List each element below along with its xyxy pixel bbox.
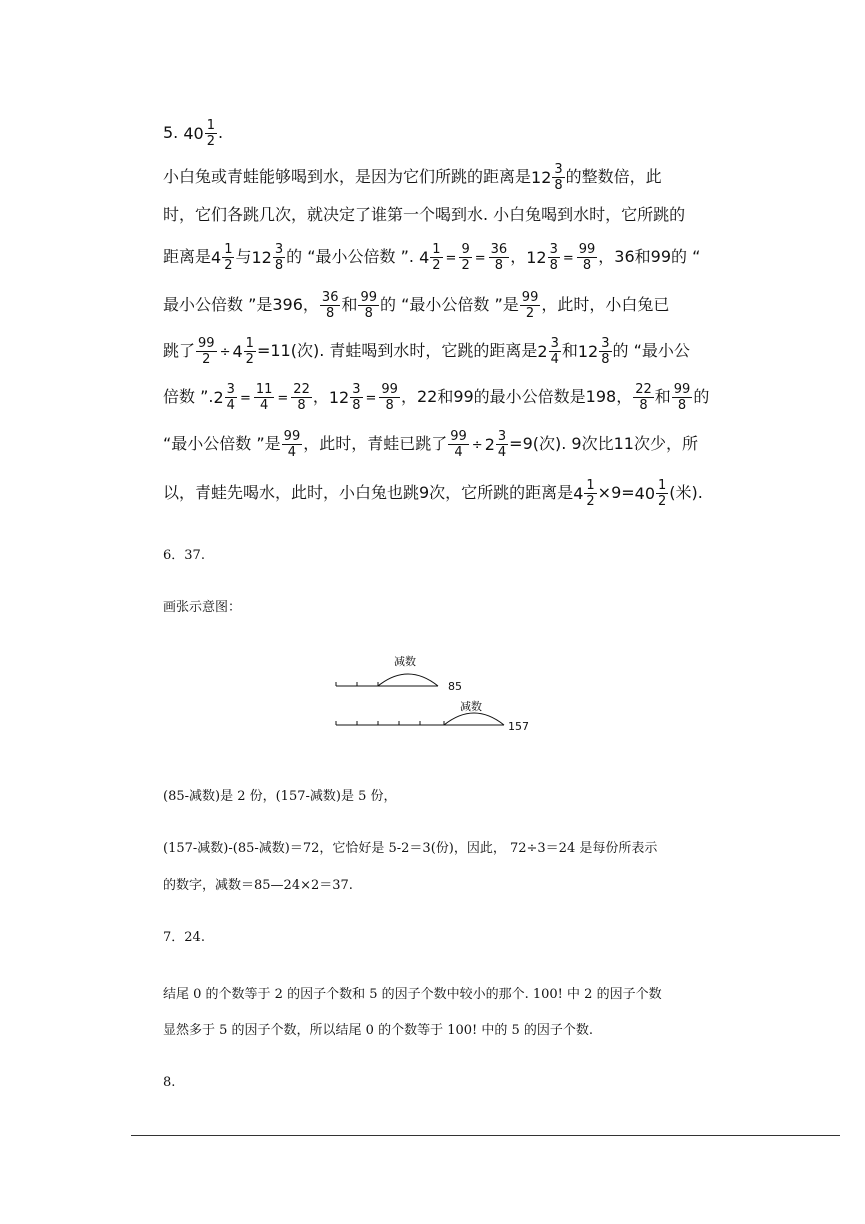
q5-line-4: 最小公倍数 ”是396， $\frac{36}{8}$ 和 $\frac{99}{8}$ 的 “最小公倍数 ”是 $\frac{99}{2}$ ，此时，小白兔已 [163, 290, 670, 321]
q5-line-3: 距离是 4 $\frac{1}{2}$ 与 12 $\frac{3}{8}$ 的 “最小公倍数 ”. 4 $\frac{1}{2}$ = $\frac{9}{2}$ = $\frac{36}{8}$ ， 12 $\frac{3}{8}$ = $\frac{99}{8}$ ，36和99的 “ [163, 242, 701, 273]
q6-intro: 画张示意图： [163, 600, 242, 615]
q5-line-7: “最小公倍数 ”是 $\frac{99}{4}$ ，此时，青蛙已跳了 $\frac{99}{4}$ ÷ 2 $\frac{3}{4}$ =9(次). 9次比11次少，所 [163, 429, 698, 460]
q5-line-2: 时，它们各跳几次，就决定了谁第一个喝到水. 小白兔喝到水时，它所跳的 [163, 205, 686, 224]
q7-line-1: 结尾 0 的个数等于 2 的因子个数和 5 的因子个数中较小的那个. 100! 中 2 的因子个数 [163, 987, 662, 1002]
q6-line-1: (85-减数)是 2 份，(157-减数)是 5 份， [163, 789, 397, 804]
bottom-subtrahend-label: 减数 [460, 700, 482, 713]
bottom-subtrahend-arc [444, 713, 504, 725]
q5-number: 5. [163, 123, 179, 142]
q6-line-3: 的数字，减数＝85—24×2＝37. [163, 878, 353, 893]
q6-number: 6．37. [163, 548, 205, 563]
q5-answer: 40 $\frac{1}{2}$ [183, 118, 215, 149]
top-value-label: 85 [448, 680, 462, 693]
q5-line-1: 小白兔或青蛙能够喝到水，是因为它们所跳的距离是 12 $\frac{3}{8}$ 的整数倍，此 [163, 162, 662, 193]
q8-number: 8. [163, 1075, 176, 1090]
q7-number: 7．24. [163, 930, 205, 945]
q6-line-2: (157-减数)-(85-减数)＝72，它恰好是 5-2＝3(份)，因此， 72÷3＝24 是每份所表示 [163, 841, 658, 856]
q5-line-8: 以，青蛙先喝水，此时，小白兔也跳9次，它所跳的距离是 4 $\frac{1}{2}$ ×9= 40 $\frac{1}{2}$ (米). [163, 478, 703, 509]
bottom-value-label: 157 [508, 720, 529, 733]
q7-line-2: 显然多于 5 的因子个数，所以结尾 0 的个数等于 100! 中的 5 的因子个数. [163, 1023, 594, 1038]
segment-diagram [330, 650, 560, 740]
q5-line-5: 跳了 $\frac{99}{2}$ ÷ 4 $\frac{1}{2}$ =11(次). 青蛙喝到水时，它跳的距离是 2 $\frac{3}{4}$ 和 12 $\frac{3}{8}$ 的 “最小公 [163, 336, 690, 367]
footer-divider [131, 1135, 840, 1136]
top-subtrahend-label: 减数 [394, 655, 416, 668]
q5-line-6: 倍数 ”. 2 $\frac{3}{4}$ = $\frac{11}{4}$ = $\frac{22}{8}$ ， 12 $\frac{3}{8}$ = $\frac{99}{8}$ ，22和99的最小公倍数是198， $\frac{22}{8}$ 和 $\frac{99}{8}$ 的 [163, 382, 710, 413]
top-subtrahend-arc [378, 674, 438, 686]
q5-heading: 5. 40 $\frac{1}{2}$ . [163, 118, 224, 149]
